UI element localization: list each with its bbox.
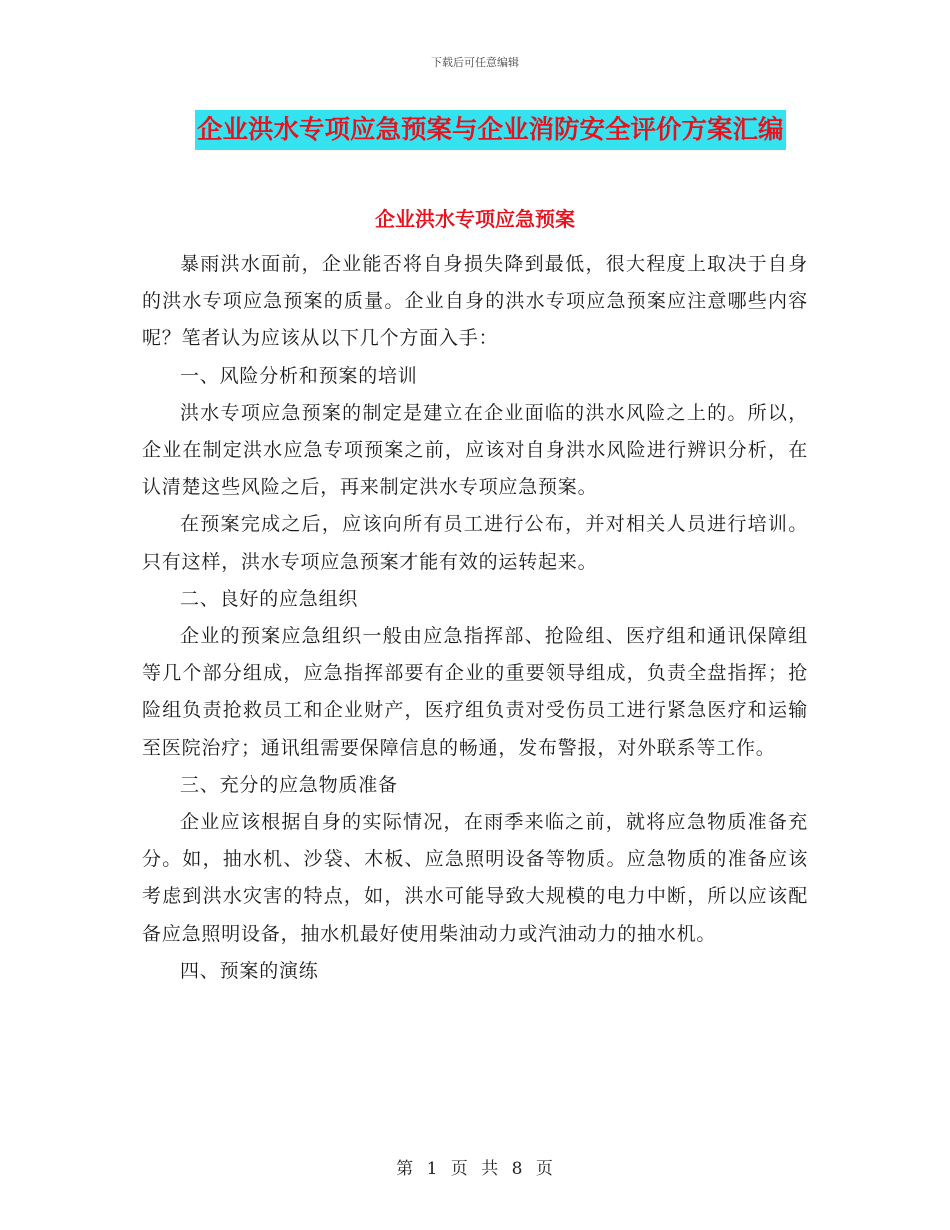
paragraph-training: 在预案完成之后，应该向所有员工进行公布，并对相关人员进行培训。只有这样，洪水专项应急预案才能有效的运转起来。 [142, 513, 808, 573]
footer-word-ye-2: 页 [535, 1159, 554, 1179]
paragraph-risk-analysis: 洪水专项应急预案的制定是建立在企业面临的洪水风险之上的。所以，企业在制定洪水应急专项预案之前，应该对自身洪水风险进行辨识分析，在认清楚这些风险之后，再来制定洪水专项应急预案。 [142, 401, 808, 499]
heading-drill: 四、预案的演练 [180, 959, 319, 982]
footer-word-total: 共 [481, 1159, 500, 1179]
heading-risk-analysis: 一、风险分析和预案的培训 [180, 364, 418, 387]
header-note: 下载后可任意编辑 [431, 56, 519, 69]
section-title: 企业洪水专项应急预案 [375, 207, 575, 231]
page-footer [0, 1154, 950, 1179]
footer-word-page: 第 [396, 1159, 415, 1179]
document-main-title: 企业洪水专项应急预案与企业消防安全评价方案汇编 [195, 110, 786, 150]
heading-organization: 二、良好的应急组织 [180, 587, 359, 610]
footer-total-pages: 8 [511, 1159, 524, 1179]
footer-word-ye: 页 [450, 1159, 469, 1179]
paragraph-organization: 企业的预案应急组织一般由应急指挥部、抢险组、医疗组和通讯保障组等几个部分组成，应急指挥部要有企业的重要领导组成，负责全盘指挥；抢险组负责抢救员工和企业财产，医疗组负责对受伤员工进行紧急医疗和运输至医院治疗；通讯组需要保障信息的畅通，发布警报，对外联系等工作。 [142, 625, 808, 759]
footer-current-page: 1 [426, 1159, 439, 1179]
heading-materials: 三、充分的应急物质准备 [180, 773, 398, 796]
paragraph-intro: 暴雨洪水面前，企业能否将自身损失降到最低，很大程度上取决于自身的洪水专项应急预案的质量。企业自身的洪水专项应急预案应注意哪些内容呢？笔者认为应该从以下几个方面入手： [142, 253, 808, 350]
document-body [142, 246, 808, 990]
paragraph-materials: 企业应该根据自身的实际情况，在雨季来临之前，就将应急物质准备充分。如，抽水机、沙袋、木板、应急照明设备等物质。应急物质的准备应该考虑到洪水灾害的特点，如，洪水可能导致大规模的电力中断，所以应该配备应急照明设备，抽水机最好使用柴油动力或汽油动力的抽水机。 [142, 811, 808, 945]
